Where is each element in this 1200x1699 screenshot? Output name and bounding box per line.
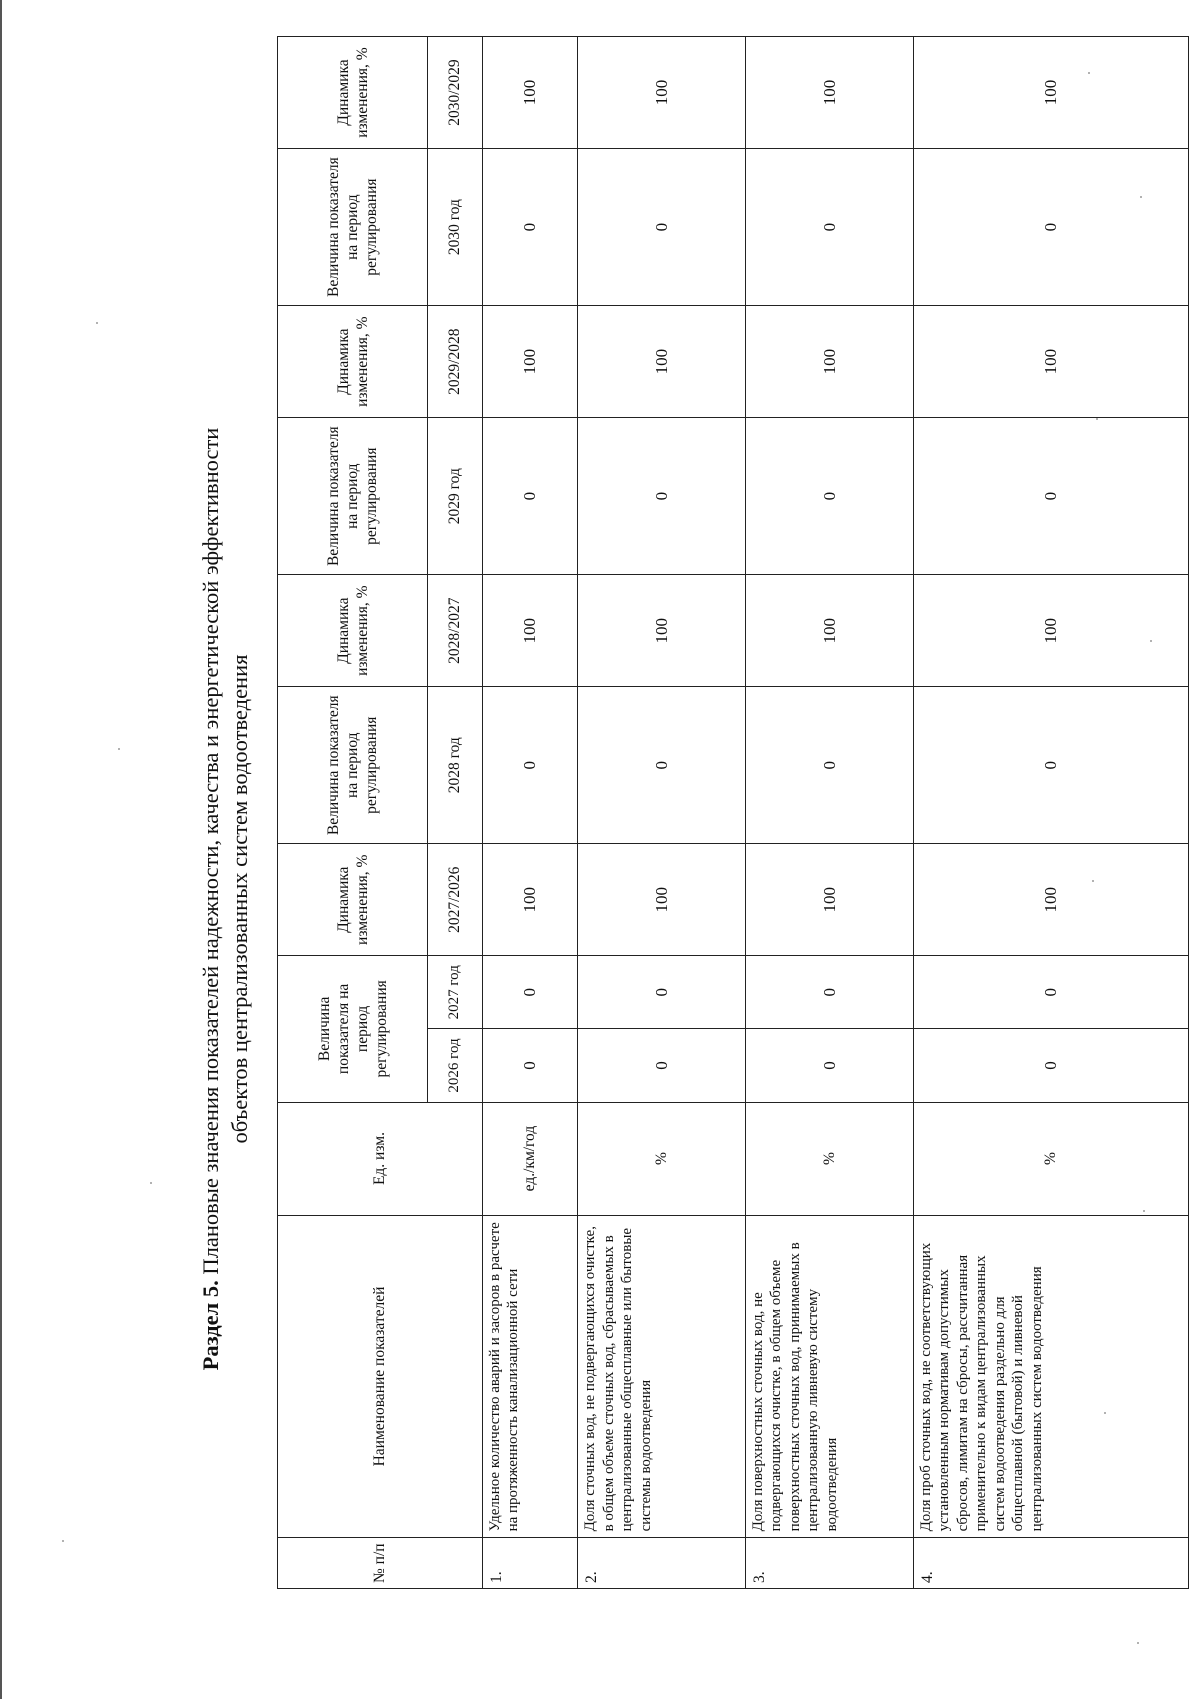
header-row xyxy=(278,37,428,1589)
row-name: Доля поверхностных сточных вод, не подвергающихся очистке, в общем объеме поверхностных сточных вод, принимаемых в централизованную ливневую систему водоотведения xyxy=(745,1215,913,1538)
header-value-2026-2027: Величина показателя на период регулирования xyxy=(278,956,428,1102)
value-cell: 100 xyxy=(578,844,746,956)
row-number: 4. xyxy=(913,1538,1188,1589)
subheader-2027: 2027 год xyxy=(428,956,483,1029)
row-name: Удельное количество аварий и засоров в расчете на протяженность канализационной сети xyxy=(482,1215,577,1538)
title-line-1: Плановые значения показателей надежности, качества и энергетической эффективности xyxy=(198,427,223,1275)
value-cell: 0 xyxy=(482,956,577,1029)
row-unit: % xyxy=(578,1102,746,1215)
title-line-2: объектов централизованных систем водоотведения xyxy=(227,654,252,1144)
indicators-table xyxy=(277,36,1189,1589)
value-cell: 100 xyxy=(482,37,577,149)
value-cell: 0 xyxy=(745,149,913,306)
value-cell: 0 xyxy=(913,687,1188,844)
value-cell: 0 xyxy=(913,1029,1188,1102)
value-cell: 100 xyxy=(482,575,577,687)
header-dynamics-2027: Динамика изменения, % xyxy=(278,844,428,956)
subheader-2028-2027: 2028/2027 xyxy=(428,575,483,687)
subheader-2029-2028: 2029/2028 xyxy=(428,306,483,418)
subheader-2027-2026: 2027/2026 xyxy=(428,844,483,956)
row-unit: % xyxy=(745,1102,913,1215)
header-number: № п/п xyxy=(278,1538,483,1589)
subheader-2029: 2029 год xyxy=(428,418,483,575)
value-cell: 100 xyxy=(913,575,1188,687)
header-dynamics-2029: Динамика изменения, % xyxy=(278,306,428,418)
subheader-2026: 2026 год xyxy=(428,1029,483,1102)
header-value-2030: Величина показателя на период регулирования xyxy=(278,149,428,306)
header-value-2028: Величина показателя на период регулирования xyxy=(278,687,428,844)
value-cell: 100 xyxy=(578,575,746,687)
header-dynamics-2030: Динамика изменения, % xyxy=(278,37,428,149)
header-name: Наименование показателей xyxy=(278,1215,483,1538)
row-unit: ед./км/год xyxy=(482,1102,577,1215)
value-cell: 100 xyxy=(578,306,746,418)
table-row xyxy=(745,37,913,1589)
value-cell: 100 xyxy=(745,844,913,956)
row-name: Доля проб сточных вод, не соответствующих установленным нормативам допустимых сбросов, лимитам на сбросы, рассчитанная применительно к видам централизованных систем водоотведения раздельно для общесплавной (бытовой) и ливневой централизованных систем водоотведения xyxy=(913,1215,1188,1538)
value-cell: 0 xyxy=(482,687,577,844)
value-cell: 0 xyxy=(745,418,913,575)
value-cell: 100 xyxy=(913,306,1188,418)
value-cell: 0 xyxy=(578,418,746,575)
value-cell: 100 xyxy=(913,844,1188,956)
value-cell: 100 xyxy=(745,575,913,687)
header-unit: Ед. изм. xyxy=(278,1102,483,1215)
value-cell: 0 xyxy=(578,956,746,1029)
value-cell: 100 xyxy=(745,306,913,418)
row-number: 3. xyxy=(745,1538,913,1589)
row-number: 2. xyxy=(578,1538,746,1589)
value-cell: 0 xyxy=(913,956,1188,1029)
value-cell: 0 xyxy=(745,1029,913,1102)
value-cell: 0 xyxy=(482,1029,577,1102)
header-value-2029: Величина показателя на период регулирования xyxy=(278,418,428,575)
value-cell: 0 xyxy=(578,149,746,306)
value-cell: 0 xyxy=(913,418,1188,575)
value-cell: 0 xyxy=(745,956,913,1029)
value-cell: 100 xyxy=(578,37,746,149)
table-row xyxy=(913,37,1188,1589)
value-cell: 0 xyxy=(578,1029,746,1102)
value-cell: 100 xyxy=(482,844,577,956)
value-cell: 100 xyxy=(745,37,913,149)
value-cell: 0 xyxy=(482,149,577,306)
table-row xyxy=(482,37,577,1589)
document-title xyxy=(196,199,254,1599)
subheader-2030-2029: 2030/2029 xyxy=(428,37,483,149)
header-dynamics-2028: Динамика изменения, % xyxy=(278,575,428,687)
subheader-2030: 2030 год xyxy=(428,149,483,306)
value-cell: 100 xyxy=(482,306,577,418)
table-row xyxy=(578,37,746,1589)
row-name: Доля сточных вод, не подвергающихся очистке, в общем объеме сточных вод, сбрасываемых в централизованные общесплавные или бытовые системы водоотведения xyxy=(578,1215,746,1538)
value-cell: 100 xyxy=(913,37,1188,149)
value-cell: 0 xyxy=(578,687,746,844)
row-number: 1. xyxy=(482,1538,577,1589)
row-unit: % xyxy=(913,1102,1188,1215)
value-cell: 0 xyxy=(913,149,1188,306)
value-cell: 0 xyxy=(745,687,913,844)
section-label: Раздел 5. xyxy=(198,1280,223,1371)
subheader-2028: 2028 год xyxy=(428,687,483,844)
value-cell: 0 xyxy=(482,418,577,575)
